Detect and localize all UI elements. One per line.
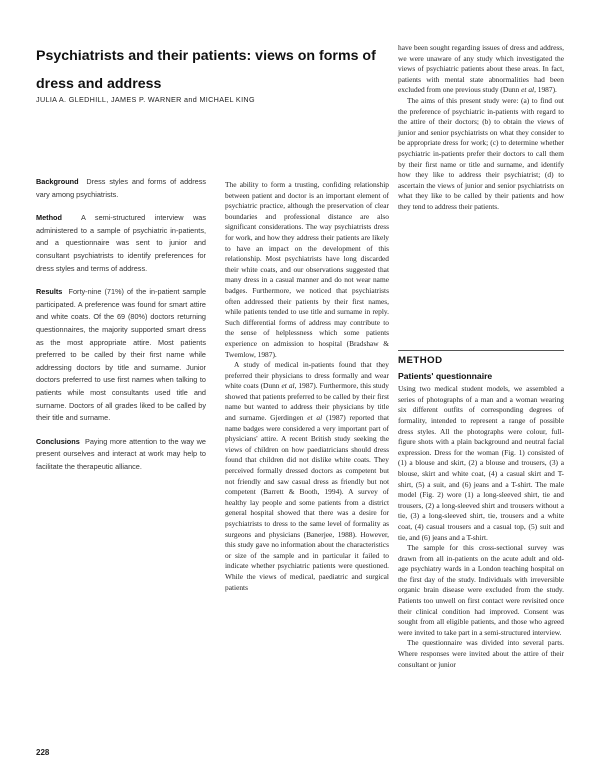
body-column-3-top xyxy=(398,43,564,213)
abstract-background xyxy=(36,176,206,201)
intro-paragraph xyxy=(225,180,389,360)
method-section xyxy=(398,350,564,670)
abstract-text: Dress styles and forms of address vary among psychiatrists. xyxy=(36,177,206,199)
intro-continued-paragraph xyxy=(398,43,564,96)
abstract-text: A semi-structured interview was administered to a sample of psychiatric in-patients, and a questionnaire was sent to junior and consultant psychiatrists to identify preferences for dress styles and terms of address. xyxy=(36,213,206,273)
article-authors: JULIA A. GLEDHILL, JAMES P. WARNER and MICHAEL KING xyxy=(36,95,255,104)
aims-paragraph: The aims of this present study were: (a) to find out the preference of psychiatric in-patients with regard to the attire of their doctors; (b) to obtain the views of junior and senior psychiatrists on what they consider to be appropriate dress for work; (c) to determine whether psychiatric in-patients prefer their doctors to call them by their first name or title and surname, and identify how they like to address their psychiatrist; (d) to ascertain the views of junior and senior psychiatrists on what they like to be called by their patients and how they tend to address their patients. xyxy=(398,95,564,211)
italic-run: et al xyxy=(281,381,295,391)
text-run: (1987) reported that name badges were considered a very important part of physicians' attire. A recent British study seeking the views of children on how paediatricians should dress found that children did not dislike white coats. They perceived formally dressed doctors as competent but not friendly and saw casual dress as friendly but not competent (Barrett & Booth, 1994). A survey of healthy lay people and some patients from a district general hospital showed that there was a desire for psychiatrists to dress to the same level of formality as surgeons and physicians (Banerjee, 1988). However, this study gave no information about the characteristics or size of the sample and in particular it failed to indicate whether psychiatric patients were questioned. While the views of medical, paediatric and surgical patients xyxy=(225,413,390,592)
text-run: , 1987). xyxy=(534,85,557,95)
abstract-lead: Conclusions xyxy=(36,436,80,446)
abstract-lead: Method xyxy=(36,213,62,223)
page-number: 228 xyxy=(36,748,50,757)
method-paragraph: The sample for this cross-sectional survey was drawn from all in-patients on the acute adult and old-age psychiatry wards in a London teaching hospital on the first day of the study. Individuals with irreversible organic brain disease were excluded from the study. Patients too unwell on first contact were revisited once their clinical condition had improved. Consent was sought from all eligible patients, and those who agreed were invited to take part in a semi-structured interview. xyxy=(398,543,564,637)
abstract-lead: Background xyxy=(36,177,79,186)
body-column-2 xyxy=(225,180,389,593)
literature-paragraph xyxy=(225,360,389,593)
text-run: , 1987). Furthermore, this study showed that patients preferred to be called by their first name but wanted to address their physicians by title and surname. Gjerdingen xyxy=(225,381,389,423)
abstract-method xyxy=(36,212,206,275)
text-run: The ability to form a trusting, confiding relationship between patient and doctor is an important element of psychiatric practice, although the preservation of clear boundaries and professional distance are also significant considerations. The way psychiatrists dress for work, and how they address their patients are likely to have an impact on the development of this relationship. Most psychiatrists have long discarded their white coats, and our observations suggested that many dress in a casual manner and do not wear name badges. Furthermore, we noticed that psychiatrists often addressed their patients by their first names, while patients tended to use title and surname in reply. Such differential forms of address may contribute to the sense of helplessness which some patients experience on admission to hospital (Bradshaw & Twemlow, 1987). xyxy=(225,180,389,359)
italic-run: et al xyxy=(521,85,535,95)
patients-questionnaire-heading: Patients' questionnaire xyxy=(398,370,493,381)
abstract-conclusions xyxy=(36,436,206,474)
method-heading: METHOD xyxy=(398,350,564,367)
abstract xyxy=(36,176,206,484)
abstract-lead: Results xyxy=(36,287,63,297)
italic-run: et al xyxy=(307,413,323,423)
abstract-text: Forty-nine (71%) of the in-patient sample participated. A preference was found for smart attire and white coats. Of the 69 (80%) doctors returning questionnaires, the majority supported smart dress as the most appropriate attire. Most patients preferred to be called by their first name while addressing doctors by title and surname. Junior doctors preferred to use first names when talking to patients while most consultants used title and surname. Doctors of all grades liked to be called by their title and surname. xyxy=(36,287,207,423)
article-title: Psychiatrists and their patients: views on forms of dress and address xyxy=(36,48,376,92)
text-run: have been sought regarding issues of dress and address, we were unaware of any study which investigated the views of psychiatric patients about these areas. In fact, patients with mental state abnormalities had been excluded from one previous study (Dunn xyxy=(398,43,564,95)
abstract-text: Paying more attention to the way we present ourselves and interact at work may help to facilitate the therapeutic alliance. xyxy=(36,436,206,471)
text-run: A study of medical in-patients found that they preferred their physicians to dress formally and wear white coats (Dunn xyxy=(225,360,389,391)
method-paragraph: The questionnaire was divided into several parts. Where responses were invited about the attire of their consultant or junior xyxy=(398,638,564,669)
method-paragraph: Using two medical student models, we assembled a series of photographs of a man and a woman wearing six different outfits of corresponding degrees of formality, intended to represent a range of possible dress styles. All the photographs were colour, full-figure shots with a plain background and neutral facial expression. Dress for the woman (Fig. 1) consisted of (1) a blouse and skirt, (2) a blouse and trousers, (3) a blouse, skirt and white coat, (4) a casual skirt and T-shirt, (5) a suit, and (6) jeans and a T-shirt. The male model (Fig. 2) wore (1) a long-sleeved shirt, tie and trousers, (2) a long-sleeved shirt and trousers without a tie, (3) a long-sleeved shirt, tie, trousers and a white coat, (4) casual trousers and a casual top, (5) suit and tie, and (6) jeans and a T-shirt. xyxy=(398,384,564,542)
abstract-results xyxy=(36,286,206,425)
